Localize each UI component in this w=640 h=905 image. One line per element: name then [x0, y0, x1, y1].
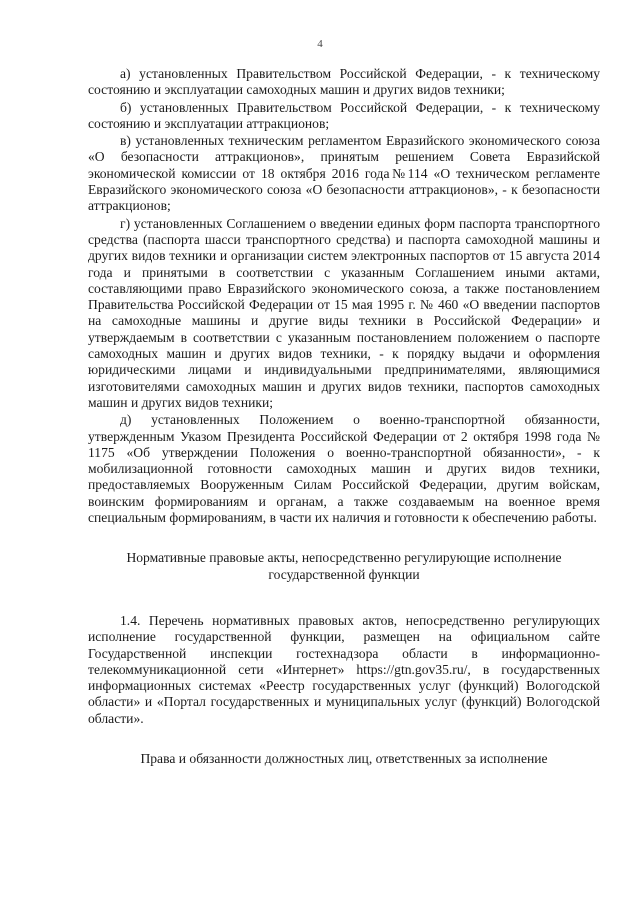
paragraph-a: а) установленных Правительством Российской Федерации, - к техническому состоянию и эксплуатации самоходных машин и других видов техники; [88, 66, 600, 98]
section-heading: Нормативные правовые акты, непосредственно регулирующие исполнение государственной функции [126, 550, 562, 582]
document-body [88, 66, 600, 797]
paragraph-v: в) установленных техническим регламентом Евразийского экономического союза «О безопасности аттракционов», принятым решением Совета Евразийской экономической комиссии от 18 октября 2016 года№114 «О техническом регламенте Евразийского экономического союза «О безопасности аттракционов», - к безопасности аттракционов; [88, 133, 600, 214]
paragraph-1-4: 1.4. Перечень нормативных правовых актов, непосредственно регулирующих исполнение государственной функции, размещен на официальном сайте Государственной инспекции гостехнадзора области в информационно-телекоммуникационной сети «Интернет» https://gtn.gov35.ru/, в государственных информационных системах «Реестр государственных услуг (функций) Вологодской области» и «Портал государственных и муниципальных услуг (функций) Вологодской области». [88, 612, 600, 726]
paragraph-d: д) установленных Положением о военно-транспортной обязанности, утвержденным Указом Президента Российской Федерации от 2 октября 1998 года № 1175 «Об утверждении Положения о военно-транспортной обязанности», - к мобилизационной готовности самоходных машин и других видов техники, предоставляемых Вооруженным Силам Российской Федерации, другим войскам, воинским формированиям и органам, а также создаваемым на военное время специальным формированиям, в части их наличия и готовности к обеспечению работы. [88, 412, 600, 526]
paragraph-g: г) установленных Соглашением о введении единых форм паспорта транспортного средства (паспорта шасси транспортного средства) и паспорта самоходной машины и других видов техники и организации систем электронных паспортов от 15 августа 2014 года и принятыми в соответствии с указанным Соглашением иными актами, составляющими право Евразийского экономического союза, а также постановлением Правительства Российской Федерации от 15 мая 1995 г. № 460 «О введении паспортов на самоходные машины и другие виды техники в Российской Федерации» и утверждаемым в соответствии с указанным постановлением положением о паспорте самоходных машин и других видов техники, - к порядку выдачи и оформления юридическими лицами и индивидуальными предпринимателями, являющимися изготовителями самоходных машин и других видов техники, паспортов самоходных машин и других видов техники; [88, 215, 600, 410]
paragraph-b: б) установленных Правительством Российской Федерации, - к техническому состоянию и эксплуатации аттракционов; [88, 99, 600, 131]
next-section-heading: Права и обязанности должностных лиц, ответственных за исполнение [140, 750, 548, 766]
page-number: 4 [317, 38, 323, 50]
